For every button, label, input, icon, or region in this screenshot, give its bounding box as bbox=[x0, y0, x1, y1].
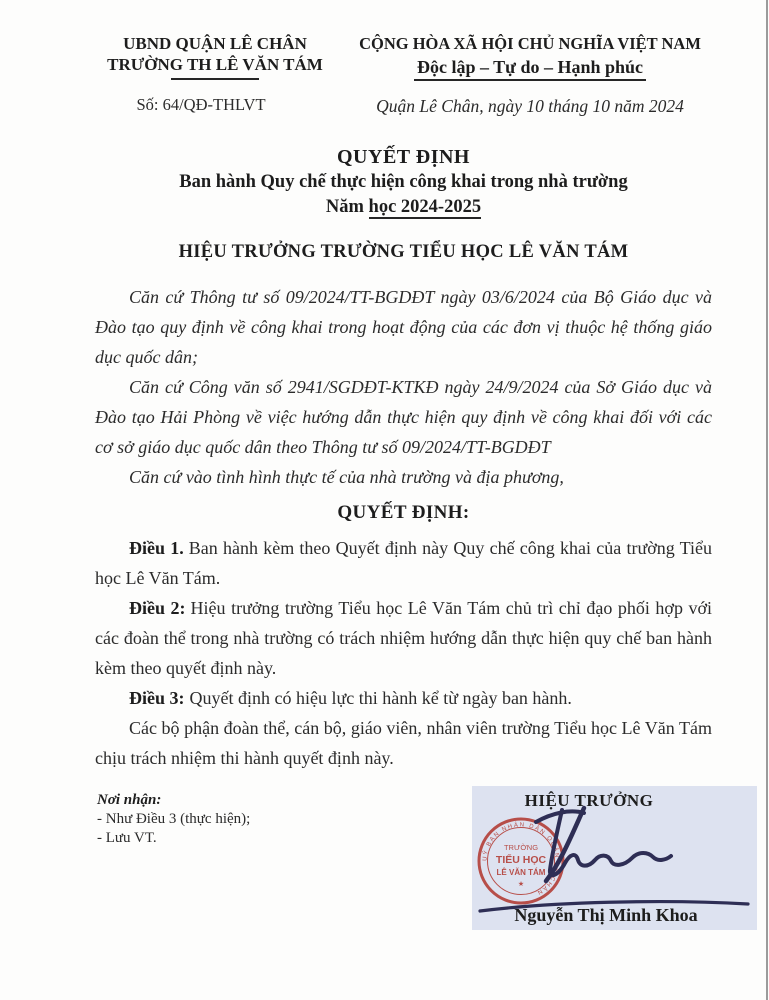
preamble-paragraph-2: Căn cứ Công văn số 2941/SGDĐT-KTKĐ ngày 24/9/2024 của Sở Giáo dục và Đào tạo Hải Phòng về việc hướng dẫn thực hiện quy định về công khai đối với các cơ sở giáo dục quốc dân theo Thông tư số 09/2024/TT-BGDĐT bbox=[95, 377, 712, 457]
school-name: TRƯỜNG TH LÊ VĂN TÁM bbox=[107, 55, 323, 74]
stamp-line-2: TIỂU HỌC bbox=[495, 854, 547, 866]
recipients-heading: Nơi nhận: bbox=[97, 792, 162, 808]
school-year-underlined: học 2024-2025 bbox=[368, 197, 482, 217]
school-year-prefix: Năm bbox=[325, 197, 364, 217]
article-1 bbox=[95, 533, 712, 593]
preamble-paragraph-1: Căn cứ Thông tư số 09/2024/TT-BGDĐT ngày 03/6/2024 của Bộ Giáo dục và Đào tạo quy định về công khai trong hoạt động của các đơn vị thuộc hệ thống giáo dục quốc dân; bbox=[95, 287, 712, 367]
signature-block bbox=[472, 786, 757, 930]
article-2 bbox=[95, 593, 712, 683]
school-year-line bbox=[95, 195, 712, 220]
stamp-line-3: LÊ VĂN TÁM bbox=[496, 868, 546, 877]
document-number: Số: 64/QĐ-THLVT bbox=[136, 95, 266, 114]
national-motto-line1: CỘNG HÒA XÃ HỘI CHỦ NGHĨA VIỆT NAM bbox=[359, 34, 701, 53]
signer-name: Nguyễn Thị Minh Khoa bbox=[514, 905, 698, 925]
article-2-text: Hiệu trưởng trường Tiểu học Lê Văn Tám chủ trì chỉ đạo phối hợp với các đoàn thể trong nhà trường có trách nhiệm hướng dẫn thực hiện quy chế ban hành kèm theo quyết định này. bbox=[95, 598, 713, 678]
decision-heading: QUYẾT ĐỊNH: bbox=[337, 502, 470, 523]
document-subtitle: Ban hành Quy chế thực hiện công khai trong nhà trường bbox=[179, 172, 628, 192]
recipient-item-2: - Lưu VT. bbox=[97, 830, 157, 846]
article-3-label: Điều 3: bbox=[129, 688, 185, 708]
preamble-section bbox=[95, 282, 712, 492]
closing-paragraph: Các bộ phận đoàn thể, cán bộ, giáo viên, nhân viên trường Tiểu học Lê Văn Tám chịu trách nhiệm thi hành quyết định này. bbox=[95, 718, 712, 768]
article-2-label: Điều 2: bbox=[129, 598, 186, 618]
recipient-item-1: - Như Điều 3 (thực hiện); bbox=[97, 811, 251, 827]
document-title-block bbox=[95, 144, 712, 220]
document-body bbox=[95, 282, 712, 773]
issuing-agency-block bbox=[95, 33, 335, 117]
issuer-heading: HIỆU TRƯỞNG TRƯỜNG TIỂU HỌC LÊ VĂN TÁM bbox=[178, 242, 629, 262]
article-3-text: Quyết định có hiệu lực thi hành kể từ ngày ban hành. bbox=[189, 688, 572, 708]
stamp-line-1: TRƯỜNG bbox=[503, 843, 539, 852]
preamble-paragraph-3: Căn cứ vào tình hình thực tế của nhà trường và địa phương, bbox=[129, 467, 564, 487]
stamp-ring-text: UỶ BAN NHÂN DÂN QUẬN LÊ CHÂN bbox=[482, 822, 560, 896]
document-content bbox=[95, 0, 712, 773]
document-header bbox=[95, 33, 712, 117]
national-header-block bbox=[348, 33, 712, 117]
stamp-star: ★ bbox=[517, 881, 525, 888]
place-and-date-line: Quận Lê Chân, ngày 10 tháng 10 năm 2024 bbox=[376, 96, 684, 116]
article-1-text: Ban hành kèm theo Quyết định này Quy chế công khai của trường Tiểu học Lê Văn Tám. bbox=[95, 538, 713, 588]
document-title: QUYẾT ĐỊNH bbox=[337, 146, 470, 168]
school-name-underline bbox=[171, 78, 259, 80]
national-motto-line2: Độc lập – Tự do – Hạnh phúc bbox=[414, 56, 646, 81]
article-3 bbox=[95, 683, 712, 713]
article-1-label: Điều 1. bbox=[129, 538, 184, 558]
recipients-block bbox=[97, 791, 250, 848]
agency-parent-name: UBND QUẬN LÊ CHÂN bbox=[123, 34, 307, 53]
signer-role: HIỆU TRƯỞNG bbox=[524, 791, 654, 810]
scan-edge-line bbox=[766, 0, 768, 1000]
